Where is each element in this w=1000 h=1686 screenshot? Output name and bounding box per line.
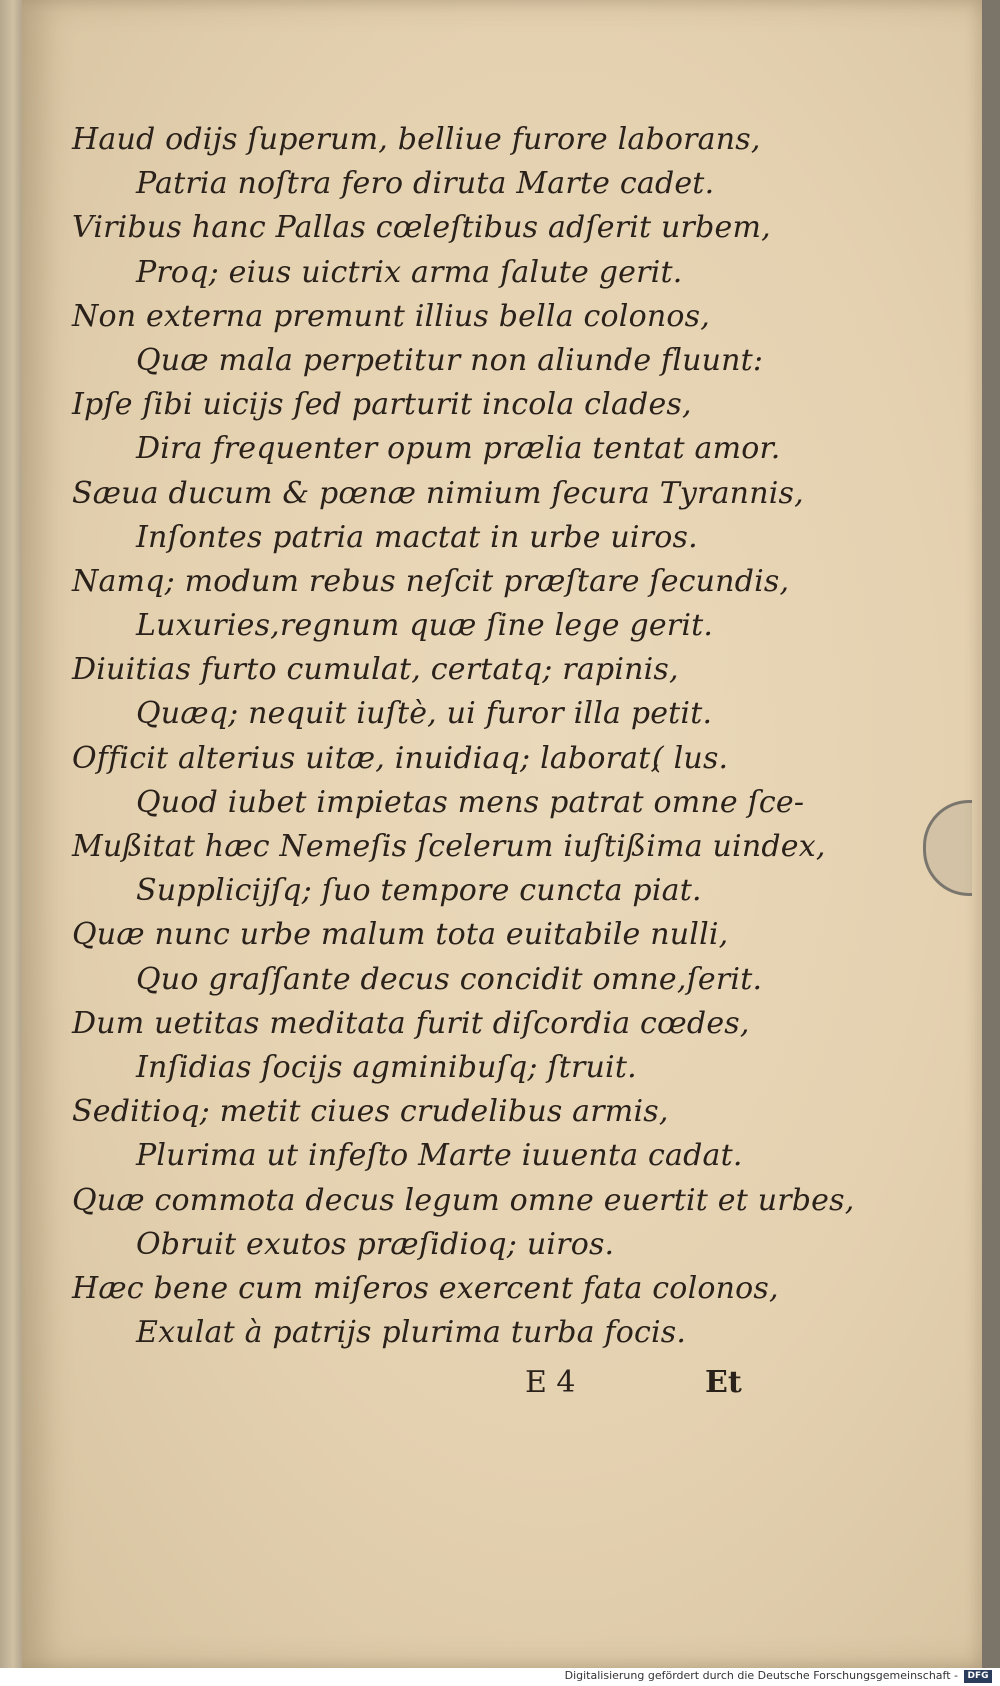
verse-line: Patria noſtra fero diruta Marte cadet. xyxy=(136,166,715,202)
verse-line: Dum uetitas meditata furit diſcordia cœdes, xyxy=(72,1005,750,1041)
verse-line: Inſontes patria mactat in urbe uiros. xyxy=(136,519,698,555)
turnover-fragment: ( lus. xyxy=(652,740,729,776)
catch-line xyxy=(0,1365,1000,1409)
verse-line: Quæ nunc urbe malum tota euitabile nulli, xyxy=(72,917,729,953)
verse-line: Ipſe ſibi uicijs ſed parturit incola clades, xyxy=(72,387,692,423)
verse-line: Obruit exutos præſidioq; uiros. xyxy=(136,1226,615,1262)
signature-mark: E 4 xyxy=(525,1365,576,1400)
verse-line: Sæua ducum & pœnæ nimium ſecura Tyrannis, xyxy=(72,475,804,511)
verse-line: Mußitat hæc Nemeſis ſcelerum iuſtißima uindex, xyxy=(72,829,826,864)
verse-line: Quo graſſante decus concidit omne,ſerit. xyxy=(136,961,763,997)
verse-line: Non externa premunt illius bella colonos, xyxy=(72,298,710,334)
verse-line: Exulat à patrijs plurima turba focis. xyxy=(136,1315,687,1351)
verse-line: Haud odijs ſuperum, belliue furore laborans, xyxy=(72,122,761,157)
verse-line: Quod iubet impietas mens patrat omne ſce- xyxy=(136,784,805,820)
verse-line: Diuitias furto cumulat, certatq; rapinis, xyxy=(72,652,679,688)
verse-text xyxy=(72,118,855,1355)
verse-line: Luxuries,regnum quæ ſine lege gerit. xyxy=(136,608,714,644)
verse-line: Namq; modum rebus neſcit præſtare ſecundis, xyxy=(72,563,790,599)
verse-line: Inſidias ſocijs agminibuſq; ſtruit. xyxy=(136,1049,637,1085)
verse-line: Viribus hanc Pallas cœleſtibus adſerit urbem, xyxy=(72,210,771,246)
page-clip xyxy=(923,800,972,896)
verse-line: Plurima ut infeſto Marte iuuenta cadat. xyxy=(136,1138,743,1174)
catchword: Et xyxy=(705,1365,742,1400)
verse-line: Supplicijſq; ſuo tempore cuncta piat. xyxy=(136,873,702,909)
previous-page-edge xyxy=(0,0,22,1668)
verse-line: Quæ mala perpetitur non aliunde fluunt: xyxy=(136,342,764,378)
verse-line: Seditioq; metit ciues crudelibus armis, xyxy=(72,1094,669,1130)
verse-line: Quæ commota decus legum omne euertit et urbes, xyxy=(72,1182,855,1218)
verse-line-text: Officit alterius uitæ, inuidiaq; laborat, xyxy=(72,740,661,776)
dfg-logo: DFG xyxy=(964,1670,992,1683)
verse-line: Proq; eius uictrix arma ſalute gerit. xyxy=(136,254,683,290)
verse-line-with-turnover xyxy=(72,737,772,781)
verse-line: Hæc bene cum miſeros exercent fata colonos, xyxy=(72,1270,779,1306)
footer-bar xyxy=(0,1668,1000,1686)
verse-line: Dira frequenter opum prælia tentat amor. xyxy=(136,431,781,467)
verse-line: Quæq; nequit iuſtè, ui furor illa petit. xyxy=(136,696,713,732)
funding-credit: Digitalisierung gefördert durch die Deutsche Forschungsgemeinschaft - xyxy=(564,1669,958,1682)
